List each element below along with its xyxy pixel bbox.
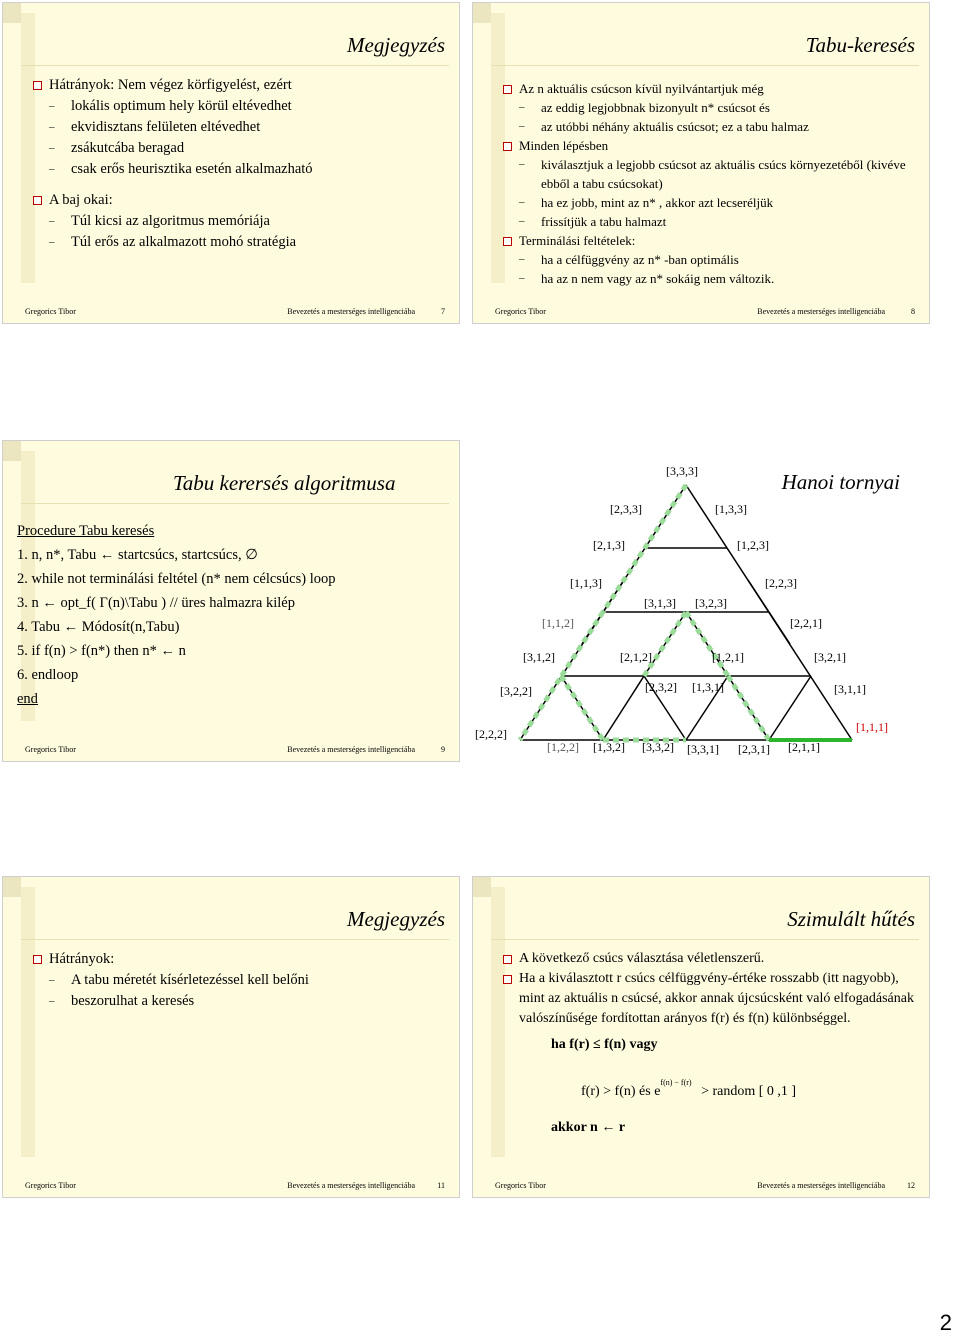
hanoi-state-label: [2,2,2] (475, 727, 507, 741)
slide-content (31, 949, 445, 1012)
sub-item: – ha a célfüggvény az n* -ban optimális (501, 250, 915, 269)
hanoi-state-label: [2,2,3] (765, 576, 797, 590)
sub-item: – beszorulhat a keresés (31, 991, 445, 1012)
sub-item: – ha az n nem vagy az n* sokáig nem változik. (501, 269, 915, 288)
hanoi-state-label: [2,1,2] (620, 650, 652, 664)
sub-item: – Túl erős az alkalmazott mohó stratégia (31, 232, 445, 253)
slide-footer (25, 1177, 445, 1195)
footer-author: Gregorics Tibor (495, 1181, 546, 1190)
hanoi-state-label: [2,2,1] (790, 616, 822, 630)
hanoi-state-label: [2,3,3] (610, 502, 642, 516)
hanoi-state-label: [1,3,1] (692, 680, 724, 694)
formula-line-2: f(r) > f(n) és $e^{f(n) - f(r)}$ > random [ 0 ,1 ] (581, 1078, 797, 1099)
hanoi-state-label: [3,1,3] (644, 596, 676, 610)
algo-line-7: end (17, 691, 38, 707)
slide-10 (470, 440, 930, 770)
slide-12 (472, 876, 930, 1198)
slide-7 (2, 2, 460, 324)
algorithm-listing (17, 519, 445, 711)
slide-footer (495, 1177, 915, 1195)
bullet-item: A baj okai: (31, 190, 445, 211)
sub-item: – ha ez jobb, mint az n* , akkor azt lecseréljük (501, 193, 915, 212)
slide-title: Megjegyzés (347, 33, 445, 57)
page-number: 2 (939, 1310, 952, 1335)
hanoi-state-label: [1,2,1] (712, 650, 744, 664)
slide-footer (25, 303, 445, 321)
slide-number: 9 (441, 745, 445, 754)
formula-line-3: akkor n ← r (551, 1120, 626, 1135)
hanoi-state-label: [3,3,1] (687, 742, 719, 756)
hanoi-state-label: [3,1,2] (523, 650, 555, 664)
hanoi-state-label: [2,1,1] (788, 740, 820, 754)
algo-line-0: Procedure Tabu keresés (17, 523, 155, 539)
sub-item: – frissítjük a tabu halmazt (501, 212, 915, 231)
slide-title: Hanoi tornyai (781, 470, 900, 494)
footer-course: Bevezetés a mesterséges intelligenciába (287, 745, 415, 754)
footer-course: Bevezetés a mesterséges intelligenciába (287, 307, 415, 316)
bullet-item: Az n aktuális csúcson kívül nyilvántartjuk még (501, 79, 915, 98)
footer-course: Bevezetés a mesterséges intelligenciába (757, 307, 885, 316)
hanoi-state-label: [1,3,3] (715, 502, 747, 516)
slide-title: Szimulált hűtés (787, 907, 915, 931)
slide-content (31, 75, 445, 253)
bullet-1: A következő csúcs választása véletlenszerű. (501, 949, 915, 969)
slide-number: 12 (907, 1181, 915, 1190)
footer-author: Gregorics Tibor (25, 1181, 76, 1190)
slide-content (501, 949, 915, 1138)
bullet-item: Hátrányok: Nem végez körfigyelést, ezért (31, 75, 445, 96)
slide-9 (2, 440, 460, 762)
slide-footer (495, 303, 915, 321)
sub-item: – A tabu méretét kísérletezéssel kell belőni (31, 970, 445, 991)
bullet-item: Minden lépésben (501, 136, 915, 155)
slide-11 (2, 876, 460, 1198)
algo-line-5: 5. if f(n) > f(n*) then n* ← n (17, 643, 186, 659)
sub-item: – zsákutcába beragad (31, 138, 445, 159)
hanoi-state-label: [1,1,2] (542, 616, 574, 630)
hanoi-state-label: [3,2,3] (695, 596, 727, 610)
slide-number: 11 (437, 1181, 445, 1190)
sub-item: – Túl kicsi az algoritmus memóriája (31, 211, 445, 232)
hanoi-state-label: [1,2,3] (737, 538, 769, 552)
formula-line-1: ha f(r) ≤ f(n) vagy (551, 1037, 658, 1052)
algo-line-1: 1. n, n*, Tabu ← startcsúcs, startcsúcs, ∅ (17, 547, 258, 563)
slide-footer (25, 741, 445, 759)
sub-item: – csak erős heurisztika esetén alkalmazható (31, 159, 445, 180)
footer-author: Gregorics Tibor (25, 745, 76, 754)
hanoi-state-label: [1,1,1] (856, 720, 888, 734)
hanoi-state-label: [1,1,3] (570, 576, 602, 590)
slide-title: Tabu kerersés algoritmusa (173, 471, 396, 495)
sub-item: – ekvidisztans felületen eltévedhet (31, 117, 445, 138)
slide-8 (472, 2, 930, 324)
sub-item: – lokális optimum hely körül eltévedhet (31, 96, 445, 117)
hanoi-state-label: [1,2,2] (547, 740, 579, 754)
algo-line-6: 6. endloop (17, 667, 79, 683)
bullet-item: Hátrányok: (31, 949, 445, 970)
hanoi-state-label: [1,3,2] (593, 740, 625, 754)
slide-title: Megjegyzés (347, 907, 445, 931)
hanoi-state-label: [2,1,3] (593, 538, 625, 552)
sub-item: – az eddig legjobbnak bizonyult n* csúcsot és (501, 98, 915, 117)
bullet-item: Terminálási feltételek: (501, 231, 915, 250)
algo-line-3: 3. n ← opt_f( Γ(n)\Tabu ) // üres halmazra kilép (17, 595, 295, 611)
hanoi-state-label: [3,2,1] (814, 650, 846, 664)
footer-author: Gregorics Tibor (25, 307, 76, 316)
footer-course: Bevezetés a mesterséges intelligenciába (287, 1181, 415, 1190)
slide-title: Tabu-keresés (805, 33, 915, 57)
slide-number: 8 (911, 307, 915, 316)
sub-item: – az utóbbi néhány aktuális csúcsot; ez a tabu halmaz (501, 117, 915, 136)
sub-item: – kiválasztjuk a legjobb csúcsot az aktuális csúcs környezetéből (kivéve ebből a tabu csúcsokat) (501, 155, 915, 193)
hanoi-state-label: [3,1,1] (834, 682, 866, 696)
bullet-2: Ha a kiválasztott r csúcs célfüggvény-értéke rosszabb (itt nagyobb), mint az aktuális n csúcsé, akkor annak újcsúcsként való elfogadásának valószínűsége fordítottan arányos f(r) és f(n) különbséggel. (501, 969, 915, 1029)
slide-number: 7 (441, 307, 445, 316)
hanoi-state-label: [3,2,2] (500, 684, 532, 698)
hanoi-state-label: [2,3,1] (738, 742, 770, 756)
algo-line-4: 4. Tabu ← Módosít(n,Tabu) (17, 619, 180, 635)
algo-line-2: 2. while not terminálási feltétel (n* nem célcsúcs) loop (17, 571, 336, 587)
hanoi-state-label: [3,3,2] (642, 740, 674, 754)
footer-author: Gregorics Tibor (495, 307, 546, 316)
slide-content (501, 79, 915, 288)
hanoi-state-label: [2,3,2] (645, 680, 677, 694)
footer-course: Bevezetés a mesterséges intelligenciába (757, 1181, 885, 1190)
hanoi-state-label: [3,3,3] (666, 464, 698, 478)
spacer (31, 180, 445, 190)
